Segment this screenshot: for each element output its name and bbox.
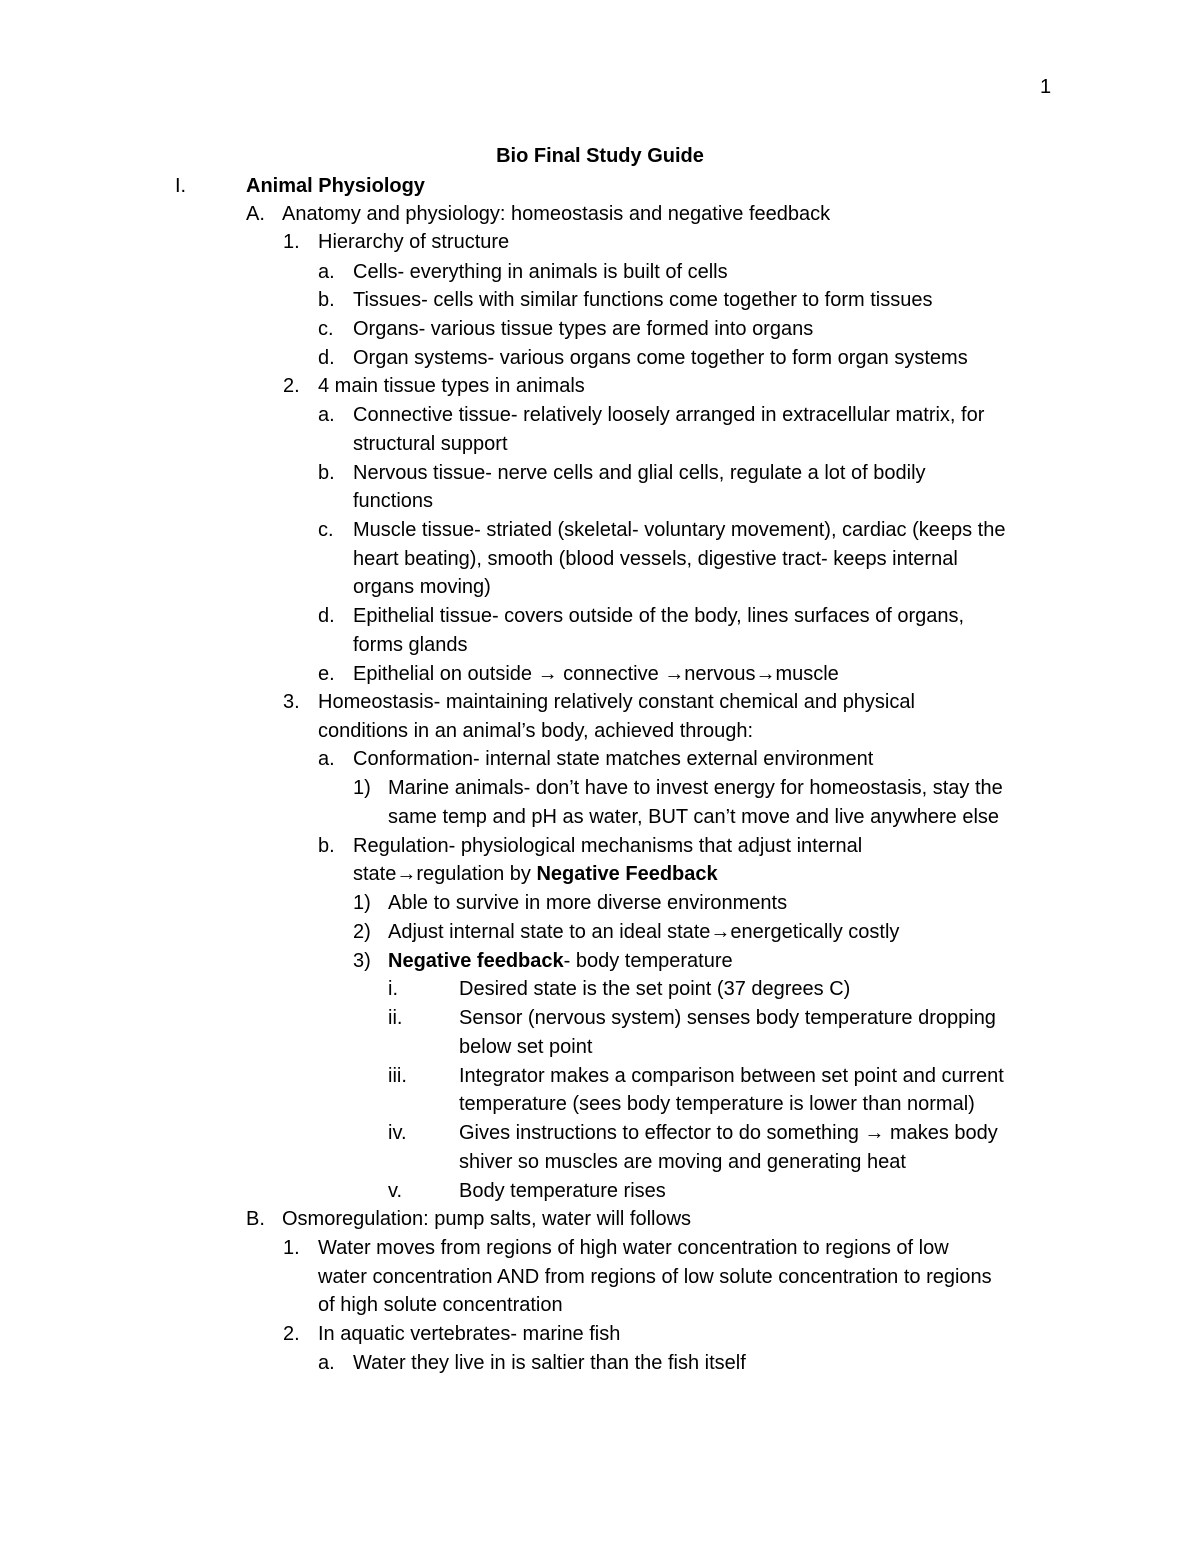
line-text: [318, 1265, 992, 1289]
line-text: [353, 604, 964, 628]
text-segment: Gives instructions to effector to do something → makes body: [459, 1122, 998, 1144]
list-marker: b.: [318, 835, 335, 857]
text-segment: structural support: [353, 433, 508, 455]
text-segment: Hierarchy of structure: [318, 231, 510, 253]
line-text: [388, 949, 733, 973]
line-text: [282, 1207, 691, 1231]
text-segment: Conformation- internal state matches external environment: [353, 748, 874, 770]
line-text: [388, 920, 899, 944]
list-marker: 1.: [283, 231, 300, 253]
list-marker: 1): [353, 892, 371, 914]
line-text: [353, 346, 968, 370]
line-text: [318, 1236, 949, 1260]
line-text: [318, 1322, 620, 1346]
list-marker: b.: [318, 462, 335, 484]
line-text: [318, 230, 509, 254]
text-segment: Regulation- physiological mechanisms that adjust internal: [353, 835, 863, 857]
line-text: [353, 461, 926, 485]
line-text: [282, 202, 830, 226]
text-segment: water concentration AND from regions of low solute concentration to regions: [318, 1266, 992, 1288]
text-segment: Sensor (nervous system) senses body temperature dropping: [459, 1007, 996, 1029]
list-marker: e.: [318, 663, 335, 685]
line-text: [459, 1092, 975, 1116]
text-segment: conditions in an animal’s body, achieved through:: [318, 720, 754, 742]
list-marker: iv.: [388, 1122, 407, 1144]
line-text: [246, 174, 425, 198]
text-segment: Muscle tissue- striated (skeletal- voluntary movement), cardiac (keeps the: [353, 519, 1006, 541]
text-segment: Organ systems- various organs come together to form organ systems: [353, 347, 968, 369]
line-text: [459, 1035, 592, 1059]
list-marker: I.: [175, 175, 187, 197]
text-segment: Connective tissue- relatively loosely arranged in extracellular matrix, for: [353, 404, 985, 426]
text-segment: state→regulation by: [353, 863, 537, 885]
text-segment: of high solute concentration: [318, 1294, 563, 1316]
list-marker: B.: [246, 1208, 265, 1230]
list-marker: a.: [318, 1352, 335, 1374]
line-text: [459, 1150, 906, 1174]
text-segment: Organs- various tissue types are formed into organs: [353, 318, 814, 340]
line-text: [353, 489, 433, 513]
line-text: [318, 719, 753, 743]
list-marker: a.: [318, 748, 335, 770]
line-text: [459, 1179, 666, 1203]
text-segment: Body temperature rises: [459, 1180, 666, 1202]
text-segment: Epithelial on outside → connective →nervous→muscle: [353, 663, 839, 685]
line-text: [353, 403, 984, 427]
line-text: [318, 374, 585, 398]
text-segment: Homeostasis- maintaining relatively constant chemical and physical: [318, 691, 915, 713]
list-marker: 3.: [283, 691, 300, 713]
text-segment: Tissues- cells with similar functions come together to form tissues: [353, 289, 933, 311]
list-marker: 2): [353, 921, 371, 943]
text-segment: Water moves from regions of high water concentration to regions of low: [318, 1237, 949, 1259]
list-marker: v.: [388, 1180, 403, 1202]
text-segment: same temp and pH as water, BUT can’t move and live anywhere else: [388, 806, 1000, 828]
line-text: [353, 633, 468, 657]
text-segment: organs moving): [353, 576, 491, 598]
text-segment: Cells- everything in animals is built of cells: [353, 261, 728, 283]
line-text: [353, 260, 728, 284]
text-segment: Epithelial tissue- covers outside of the body, lines surfaces of organs,: [353, 605, 965, 627]
line-text: [353, 662, 839, 686]
line-text: [353, 747, 873, 771]
bold-text: Animal Physiology: [246, 175, 425, 197]
list-marker: a.: [318, 261, 335, 283]
list-marker: 2.: [283, 1323, 300, 1345]
list-marker: 2.: [283, 375, 300, 397]
list-marker: c.: [318, 318, 334, 340]
line-text: [459, 1006, 996, 1030]
text-segment: Desired state is the set point (37 degrees C): [459, 978, 851, 1000]
text-segment: Anatomy and physiology: homeostasis and negative feedback: [282, 203, 831, 225]
text-segment: Water they live in is saltier than the fish itself: [353, 1352, 746, 1374]
text-segment: functions: [353, 490, 434, 512]
text-segment: Integrator makes a comparison between set point and current: [459, 1065, 1004, 1087]
text-segment: Nervous tissue- nerve cells and glial cells, regulate a lot of bodily: [353, 462, 926, 484]
text-segment: forms glands: [353, 634, 468, 656]
line-text: [353, 547, 958, 571]
text-segment: 4 main tissue types in animals: [318, 375, 585, 397]
text-segment: Osmoregulation: pump salts, water will follows: [282, 1208, 692, 1230]
list-marker: d.: [318, 605, 335, 627]
line-text: [353, 317, 813, 341]
list-marker: d.: [318, 347, 335, 369]
line-text: [353, 862, 718, 886]
text-segment: heart beating), smooth (blood vessels, digestive tract- keeps internal: [353, 548, 958, 570]
list-marker: 3): [353, 950, 371, 972]
list-marker: a.: [318, 404, 335, 426]
line-text: [459, 977, 850, 1001]
text-segment: - body temperature: [563, 950, 733, 972]
text-segment: In aquatic vertebrates- marine fish: [318, 1323, 621, 1345]
line-text: [388, 776, 1003, 800]
bold-text: Negative feedback: [388, 950, 564, 972]
line-text: [353, 1351, 746, 1375]
line-text: [318, 1293, 563, 1317]
line-text: [353, 288, 932, 312]
line-text: [459, 1121, 998, 1145]
list-marker: 1.: [283, 1237, 300, 1259]
text-segment: below set point: [459, 1036, 593, 1058]
text-segment: Able to survive in more diverse environments: [388, 892, 788, 914]
line-text: [353, 518, 1005, 542]
bold-text: Negative Feedback: [536, 863, 718, 885]
line-text: [353, 834, 862, 858]
text-segment: shiver so muscles are moving and generating heat: [459, 1151, 906, 1173]
line-text: [353, 432, 508, 456]
text-segment: temperature (sees body temperature is lower than normal): [459, 1093, 975, 1115]
text-segment: Adjust internal state to an ideal state→energetically costly: [388, 921, 900, 943]
text-segment: Marine animals- don’t have to invest energy for homeostasis, stay the: [388, 777, 1003, 799]
line-text: [318, 690, 915, 714]
line-text: [459, 1064, 1004, 1088]
line-text: [388, 805, 999, 829]
line-text: [353, 575, 491, 599]
list-marker: ii.: [388, 1007, 403, 1029]
list-marker: i.: [388, 978, 398, 1000]
list-marker: 1): [353, 777, 371, 799]
list-marker: A.: [246, 203, 265, 225]
document-title: Bio Final Study Guide: [496, 145, 704, 167]
list-marker: c.: [318, 519, 334, 541]
line-text: [388, 891, 787, 915]
list-marker: b.: [318, 289, 335, 311]
list-marker: iii.: [388, 1065, 407, 1087]
page-number: 1: [1040, 76, 1052, 98]
